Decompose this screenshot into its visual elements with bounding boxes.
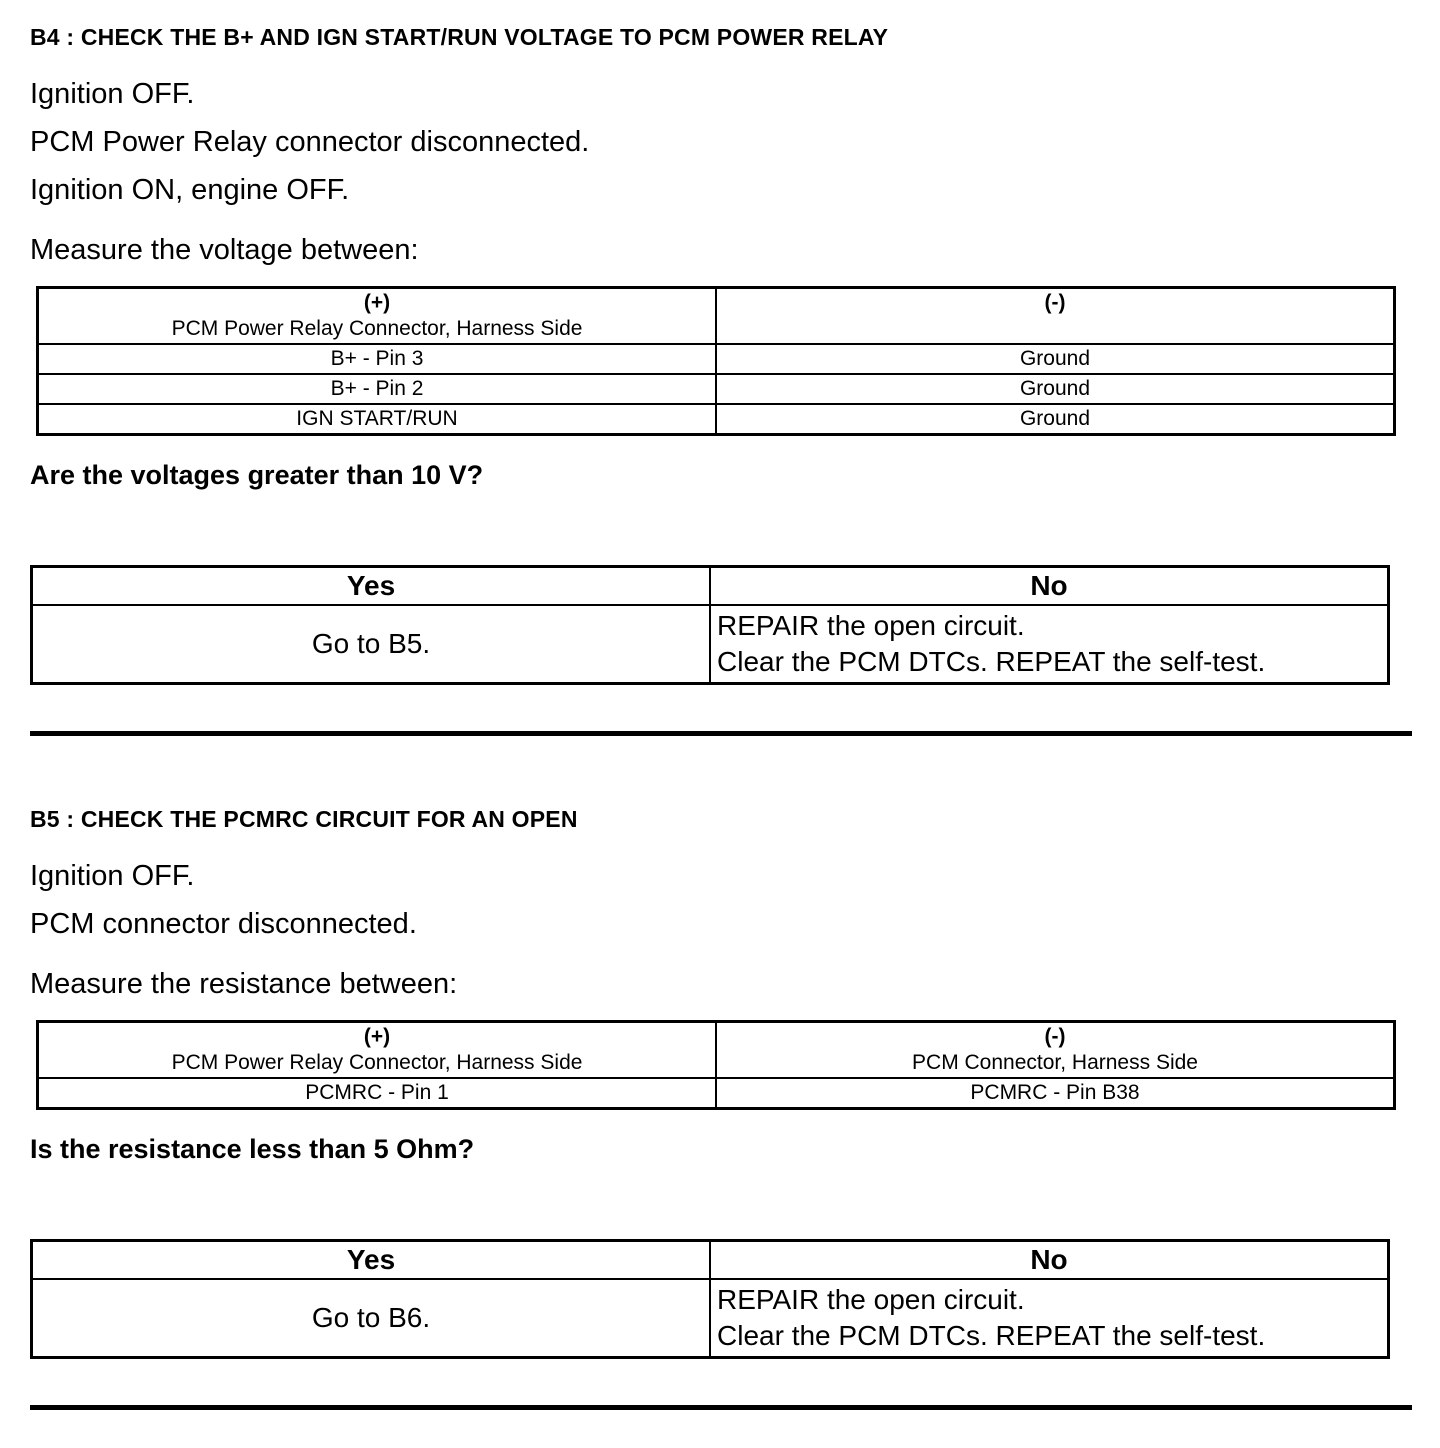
section-divider — [30, 1405, 1412, 1410]
section-heading: B4 : CHECK THE B+ AND IGN START/RUN VOLTAGE TO PCM POWER RELAY — [30, 24, 889, 50]
no-action-line: Clear the PCM DTCs. REPEAT the self-test. — [717, 1320, 1266, 1351]
measurement-row — [38, 404, 1395, 435]
no-header-cell: No — [710, 1241, 1389, 1280]
yes-no-action-row — [32, 605, 1389, 684]
yes-no-action-row — [32, 1279, 1389, 1358]
no-action-line: REPAIR the open circuit. — [717, 1284, 1025, 1315]
section-b5 — [30, 806, 1410, 1410]
no-action-cell — [710, 605, 1389, 684]
measure-intro: Measure the resistance between: — [30, 968, 458, 1000]
measurement-table-header-row — [38, 288, 1395, 345]
measurement-table — [36, 286, 1396, 436]
negative-pin-cell: Ground — [716, 344, 1395, 374]
yes-no-table — [30, 565, 1390, 685]
positive-pin-cell: PCMRC - Pin 1 — [38, 1078, 717, 1109]
negative-header-cell — [716, 288, 1395, 345]
measurement-table-header-row — [38, 1022, 1395, 1079]
procedure-step: PCM connector disconnected. — [30, 908, 417, 940]
decision-question: Is the resistance less than 5 Ohm? — [30, 1134, 475, 1164]
positive-pin-cell: B+ - Pin 2 — [38, 374, 717, 404]
yes-action-cell: Go to B6. — [32, 1279, 711, 1358]
positive-header-cell — [38, 1022, 717, 1079]
yes-no-table — [30, 1239, 1390, 1359]
yes-action-cell: Go to B5. — [32, 605, 711, 684]
measurement-row — [38, 374, 1395, 404]
negative-pin-cell: Ground — [716, 404, 1395, 435]
procedure-step: Ignition OFF. — [30, 78, 195, 110]
procedure-step: PCM Power Relay connector disconnected. — [30, 126, 590, 158]
negative-symbol: (-) — [1044, 291, 1066, 314]
yes-no-header-row — [32, 1241, 1389, 1280]
positive-label: PCM Power Relay Connector, Harness Side — [171, 317, 583, 340]
no-action-cell — [710, 1279, 1389, 1358]
procedure-step: Ignition OFF. — [30, 860, 195, 892]
measurement-table — [36, 1020, 1396, 1110]
negative-label — [723, 316, 1387, 342]
measure-intro: Measure the voltage between: — [30, 234, 419, 266]
measurement-row — [38, 1078, 1395, 1109]
positive-symbol: (+) — [363, 1025, 391, 1048]
positive-header-cell — [38, 288, 717, 345]
positive-pin-cell: IGN START/RUN — [38, 404, 717, 435]
measurement-row — [38, 344, 1395, 374]
yes-header-cell: Yes — [32, 1241, 711, 1280]
section-divider — [30, 731, 1412, 736]
negative-symbol: (-) — [1044, 1025, 1066, 1048]
yes-header-cell: Yes — [32, 567, 711, 606]
section-b4 — [30, 24, 1410, 736]
negative-pin-cell: PCMRC - Pin B38 — [716, 1078, 1395, 1109]
positive-symbol: (+) — [363, 291, 391, 314]
yes-no-header-row — [32, 567, 1389, 606]
negative-pin-cell: Ground — [716, 374, 1395, 404]
negative-header-cell — [716, 1022, 1395, 1079]
positive-pin-cell: B+ - Pin 3 — [38, 344, 717, 374]
no-header-cell: No — [710, 567, 1389, 606]
negative-label: PCM Connector, Harness Side — [912, 1051, 1198, 1074]
decision-question: Are the voltages greater than 10 V? — [30, 460, 484, 490]
procedure-step: Ignition ON, engine OFF. — [30, 174, 350, 206]
positive-label: PCM Power Relay Connector, Harness Side — [171, 1051, 583, 1074]
no-action-line: Clear the PCM DTCs. REPEAT the self-test. — [717, 646, 1266, 677]
section-heading: B5 : CHECK THE PCMRC CIRCUIT FOR AN OPEN — [30, 806, 578, 832]
no-action-line: REPAIR the open circuit. — [717, 610, 1025, 641]
